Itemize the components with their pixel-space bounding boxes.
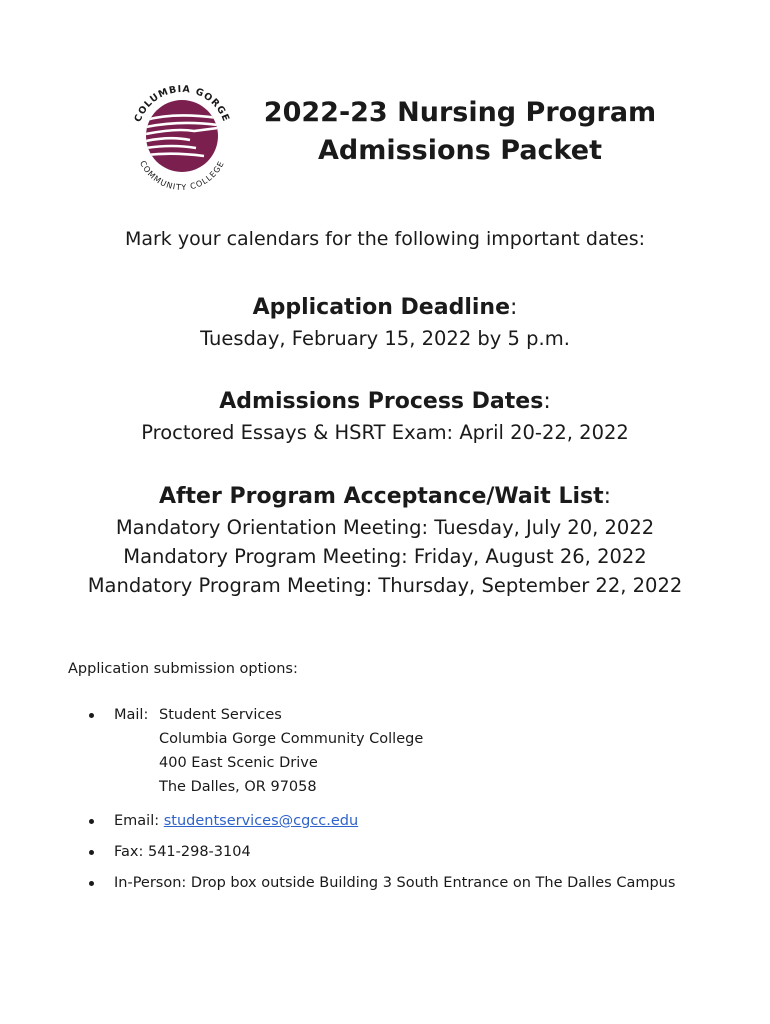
section-heading: After Program Acceptance/Wait List: [158,484,612,509]
intro-text: Mark your calendars for the following important dates: [124,228,646,250]
college-logo [124,78,240,194]
title-line-1: 2022-23 Nursing Program [263,97,657,128]
meeting-date: Mandatory Program Meeting: Friday, August 26, 2022 [123,545,647,568]
logo-text-bottom: COMMUNITY COLLEGE [137,159,227,193]
process-date: Proctored Essays & HSRT Exam: April 20-22, 2022 [141,421,629,444]
after-acceptance-section [0,481,770,600]
email-label: Email: [114,813,164,829]
email-link[interactable]: studentservices@cgcc.edu [163,813,359,829]
application-deadline-section [0,292,770,353]
bullet-icon [89,881,94,886]
mail-address: Student Services Columbia Gorge Community College 400 East Scenic Drive The Dalles, OR 97058 [159,707,424,795]
in-person-text: In-Person: Drop box outside Building 3 South Entrance on The Dalles Campus [114,875,676,891]
admissions-process-section [0,386,770,447]
fax-text: Fax: 541-298-3104 [114,844,251,860]
bullet-icon [89,713,94,718]
page-title [260,94,660,170]
bullet-icon [89,850,94,855]
section-heading: Admissions Process Dates: [219,389,551,414]
submission-options-heading: Application submission options: [68,661,298,677]
meeting-date: Mandatory Orientation Meeting: Tuesday, July 20, 2022 [115,516,655,539]
section-heading: Application Deadline: [252,295,518,320]
deadline-date: Tuesday, February 15, 2022 by 5 p.m. [200,327,570,350]
mail-label: Mail: [114,707,149,723]
logo-text-top: COLUMBIA GORGE [132,83,232,124]
bullet-icon [89,819,94,824]
title-line-2: Admissions Packet [318,135,602,166]
meeting-date: Mandatory Program Meeting: Thursday, September 22, 2022 [87,574,683,597]
